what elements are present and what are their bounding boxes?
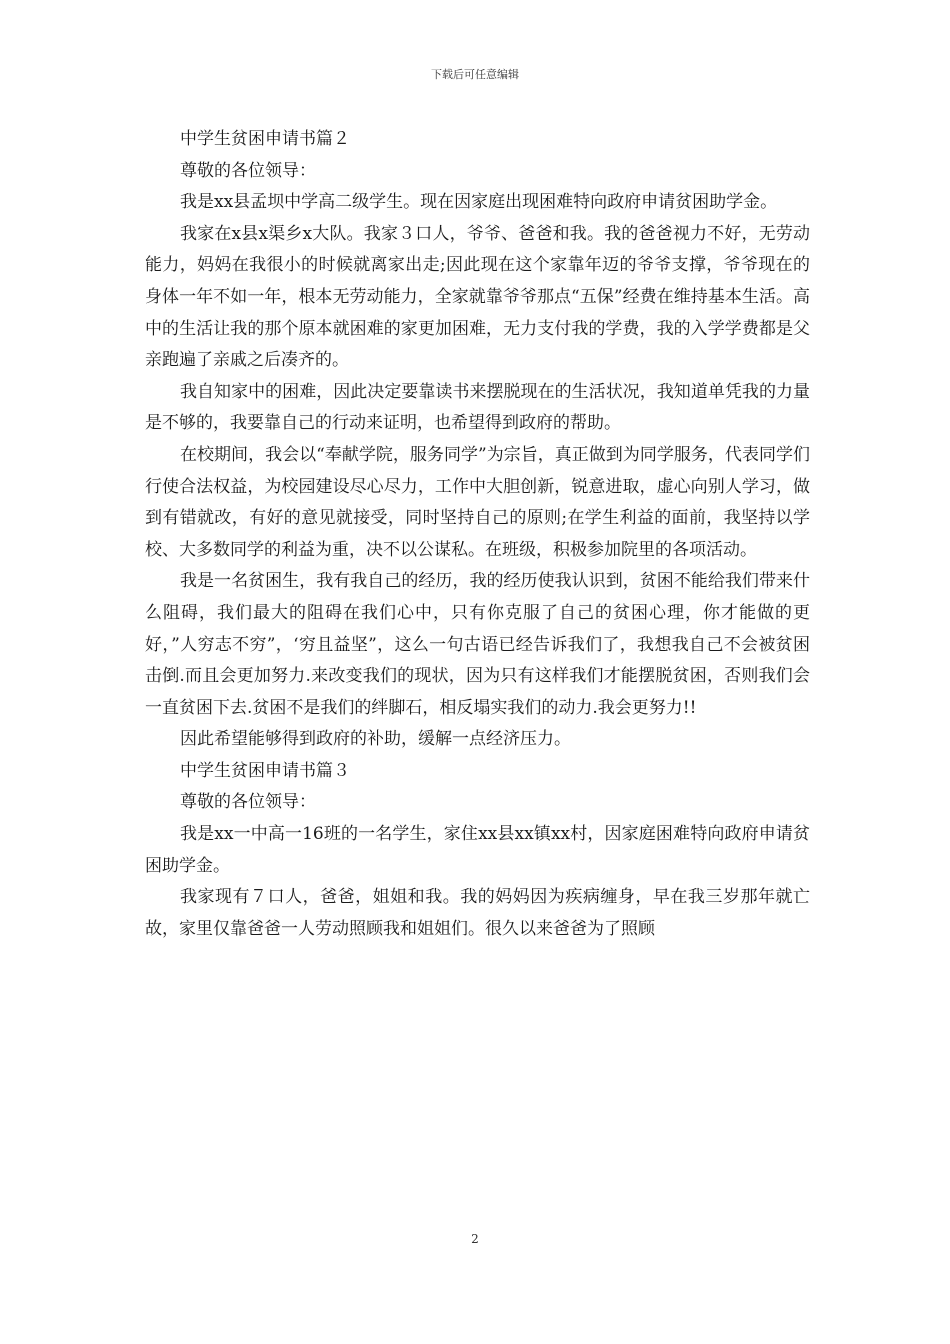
paragraph: 因此希望能够得到政府的补助，缓解一点经济压力。 bbox=[180, 729, 571, 750]
paragraph: 我是xx一中高一16班的一名学生，家住xx县xx镇xx村，因家庭困难特向政府申请贫困助学金。 bbox=[145, 824, 810, 876]
section-title: 中学生贫困申请书篇３ bbox=[180, 760, 350, 781]
salutation: 尊敬的各位领导： bbox=[180, 160, 316, 181]
page-number: 2 bbox=[471, 1232, 479, 1246]
paragraph: 我家现有７口人，爸爸，姐姐和我。我的妈妈因为疾病缠身，早在我三岁那年就亡故，家里仅靠爸爸一人劳动照顾我和姐姐们。很久以来爸爸为了照顾 bbox=[145, 887, 810, 939]
document-body bbox=[145, 124, 810, 945]
paragraph: 我是一名贫困生，我有我自己的经历，我的经历使我认识到，贫困不能给我们带来什么阻碍，我们最大的阻碍在我们心中，只有你克服了自己的贫困心理，你才能做的更好，”人穷志不穷”，‘穷且益坚”，这么一句古语已经告诉我们了，我想我自己不会被贫困击倒.而且会更加努力.来改变我们的现状，因为只有这样我们才能摆脱贫困，否则我们会一直贫困下去.贫困不是我们的绊脚石，相反塌实我们的动力.我会更努力!! bbox=[145, 571, 810, 718]
page-header: 下载后可任意编辑 bbox=[431, 68, 519, 81]
section-title: 中学生贫困申请书篇２ bbox=[180, 129, 350, 149]
paragraph: 我是xx县孟坝中学高二级学生。现在因家庭出现困难特向政府申请贫困助学金。 bbox=[180, 192, 778, 213]
paragraph: 我自知家中的困难，因此决定要靠读书来摆脱现在的生活状况，我知道单凭我的力量是不够的，我要靠自己的行动来证明，也希望得到政府的帮助。 bbox=[145, 381, 810, 434]
paragraph: 我家在x县x渠乡x大队。我家３口人，爷爷、爸爸和我。我的爸爸视力不好，无劳动能力，妈妈在我很小的时候就离家出走;因此现在这个家靠年迈的爷爷支撑，爷爷现在的身体一年不如一年，根本无劳动能力，全家就靠爷爷那点“五保”经费在维持基本生活。高中的生活让我的那个原本就困难的家更加困难，无力支付我的学费，我的入学学费都是父亲跑遍了亲戚之后凑齐的。 bbox=[145, 223, 810, 371]
paragraph: 在校期间，我会以“奉献学院，服务同学”为宗旨，真正做到为同学服务，代表同学们行使合法权益，为校园建设尽心尽力，工作中大胆创新，锐意进取，虚心向别人学习，做到有错就改，有好的意见就接受，同时坚持自己的原则;在学生利益的面前，我坚持以学校、大多数同学的利益为重，决不以公谋私。在班级，积极参加院里的各项活动。 bbox=[145, 444, 810, 560]
salutation: 尊敬的各位领导： bbox=[180, 792, 316, 813]
